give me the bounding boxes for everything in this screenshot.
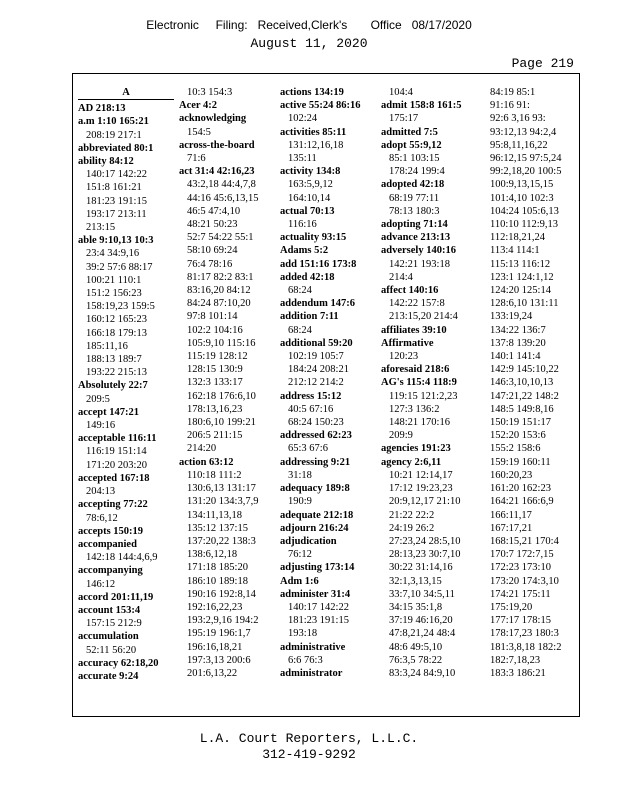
index-entry-refs: 142:18 144:4,6,9: [86, 552, 158, 564]
index-entry-refs: 39:2 57:6 88:17: [86, 261, 153, 273]
index-entry-word: adequate 212:18: [280, 509, 354, 521]
index-entry-refs: 182:7,18,23: [490, 654, 541, 666]
index-entry-refs: 102:19 105:7: [288, 351, 344, 363]
index-entry-refs: 119:15 121:2,23: [389, 390, 458, 402]
index-entry-word: adopt 55:9,12: [381, 139, 442, 151]
index-entry-refs: 197:3,13 200:6: [187, 654, 251, 666]
index-entry-refs: 171:18 185:20: [187, 562, 248, 574]
index-entry-refs: 209:9: [389, 430, 413, 442]
index-entry-refs: 166:18 179:13: [86, 327, 147, 339]
index-entry-refs: 180:6,10 199:21: [187, 417, 256, 429]
index-entry-refs: 133:19,24: [490, 311, 533, 323]
index-entry-word: administer 31:4: [280, 588, 351, 600]
index-entry-refs: 83:16,20 84:12: [187, 285, 251, 297]
index-entry-refs: 21:22 22:2: [389, 509, 435, 521]
index-entry-word: addressing 9:21: [280, 456, 351, 468]
index-entry-word: actuality 93:15: [280, 232, 347, 244]
index-entry-refs: 6:6 76:3: [288, 654, 323, 666]
index-entry-refs: 193:2,9,16 194:2: [187, 615, 259, 627]
index-entry-refs: 152:20 153:6: [490, 430, 546, 442]
index-entry-refs: 140:17 142:22: [86, 169, 147, 181]
index-entry-refs: 92:6 3,16 93:: [490, 113, 546, 125]
index-entry-word: addition 7:11: [280, 311, 339, 323]
index-entry-word: add 151:16 173:8: [280, 258, 357, 270]
index-entry-refs: 134:11,13,18: [187, 509, 243, 521]
index-entry-word: accompanied: [78, 538, 137, 550]
index-entry-refs: 172:23 173:10: [490, 562, 551, 574]
index-entry-refs: 127:3 136:2: [389, 403, 440, 415]
index-entry-refs: 190:16 192:8,14: [187, 588, 256, 600]
index-letter-heading: A: [78, 86, 174, 100]
index-entry-refs: 147:21,22 148:2: [490, 390, 559, 402]
index-entry-refs: 44:16 45:6,13,15: [187, 192, 259, 204]
index-entry-refs: 181:23 191:15: [86, 195, 147, 207]
index-entry-refs: 91:16 91:: [490, 100, 530, 112]
index-entry-refs: 93:12,13 94:2,4: [490, 126, 557, 138]
index-entry-refs: 214:20: [187, 443, 217, 455]
index-entry-refs: 135:12 137:15: [187, 522, 248, 534]
index-entry-refs: 181:23 191:15: [288, 615, 349, 627]
index-entry-word: Absolutely 22:7: [78, 380, 148, 392]
index-entry-refs: 84:24 87:10,20: [187, 298, 251, 310]
index-entry-refs: 134:22 136:7: [490, 324, 546, 336]
reporter-name: L.A. Court Reporters, L.L.C.: [199, 731, 419, 746]
index-entry-refs: 137:8 139:20: [490, 337, 546, 349]
index-entry-refs: 177:17 178:15: [490, 615, 551, 627]
index-entry-refs: 178:13,16,23: [187, 403, 243, 415]
index-entry-refs: 174:21 175:11: [490, 588, 551, 600]
index-entry-refs: 160:12 165:23: [86, 314, 147, 326]
index-entry-refs: 170:7 172:7,15: [490, 549, 554, 561]
index-entry-refs: 76:4 78:16: [187, 258, 233, 270]
index-entry-refs: 102:24: [288, 113, 318, 125]
index-entry-refs: 135:11: [288, 153, 317, 165]
index-entry-refs: 193:18: [288, 628, 318, 640]
index-entry-refs: 185:11,16: [86, 340, 128, 352]
index-entry-refs: 78:6,12: [86, 512, 118, 524]
index-entry-refs: 124:20 125:14: [490, 285, 551, 297]
index-entry-word: accept 147:21: [78, 406, 139, 418]
index-entry-refs: 65:3 67:6: [288, 443, 328, 455]
index-entry-word: abbreviated 80:1: [78, 142, 154, 154]
index-entry-refs: 142:21 193:18: [389, 258, 450, 270]
index-entry-refs: 190:9: [288, 496, 312, 508]
index-entry-refs: 193:22 215:13: [86, 367, 147, 379]
index-column-2: [179, 86, 275, 680]
index-entry-refs: 155:2 158:6: [490, 443, 541, 455]
index-entry-refs: 81:17 82:2 83:1: [187, 271, 254, 283]
hearing-date: August 11, 2020: [250, 36, 368, 51]
index-entry-refs: 102:2 104:16: [187, 324, 243, 336]
index-entry-word: aforesaid 218:6: [381, 364, 450, 376]
index-entry-refs: 68:24: [288, 324, 312, 336]
index-entry-refs: 52:11 56:20: [86, 644, 137, 656]
index-entry-word: adversely 140:16: [381, 245, 456, 257]
index-entry-word: activities 85:11: [280, 126, 347, 138]
index-entry-refs: 167:17,21: [490, 522, 533, 534]
index-entry-refs: 99:2,18,20 100:5: [490, 166, 562, 178]
index-entry-refs: 154:5: [187, 126, 211, 138]
index-entry-refs: 208:19 217:1: [86, 129, 142, 141]
index-entry-word: across-the-board: [179, 139, 255, 151]
index-entry-refs: 78:13 180:3: [389, 205, 440, 217]
index-entry-word: activity 134:8: [280, 166, 341, 178]
index-entry-refs: 142:22 157:8: [389, 298, 445, 310]
index-entry-refs: 128:6,10 131:11: [490, 298, 559, 310]
index-entry-refs: 110:18 111:2: [187, 469, 242, 481]
index-entry-word: accuracy 62:18,20: [78, 657, 159, 669]
index-entry-word: admitted 7:5: [381, 126, 438, 138]
index-entry-refs: 43:2,18 44:4,7,8: [187, 179, 256, 191]
index-entry-refs: 137:20,22 138:3: [187, 535, 256, 547]
index-entry-refs: 115:13 116:12: [490, 258, 551, 270]
index-entry-refs: 58:10 69:24: [187, 245, 238, 257]
index-entry-refs: 132:3 133:17: [187, 377, 243, 389]
index-entry-word: advance 213:13: [381, 232, 451, 244]
index-entry-refs: 131:12,16,18: [288, 139, 344, 151]
index-entry-refs: 201:6,13,22: [187, 667, 238, 679]
index-entry-refs: 214:4: [389, 271, 413, 283]
index-entry-word: active 55:24 86:16: [280, 100, 361, 112]
index-entry-word: agencies 191:23: [381, 443, 451, 455]
index-entry-refs: 128:15 130:9: [187, 364, 243, 376]
index-entry-refs: 84:19 85:1: [490, 87, 536, 98]
index-entry-refs: 188:13 189:7: [86, 354, 142, 366]
index-entry-refs: 40:5 67:16: [288, 403, 334, 415]
index-entry-refs: 110:10 112:9,13: [490, 219, 559, 231]
index-entry-word: acknowledging: [179, 113, 247, 125]
index-entry-refs: 116:19 151:14: [86, 446, 147, 458]
index-entry-refs: 32:1,3,13,15: [389, 575, 442, 587]
index-entry-word: AG's 115:4 118:9: [381, 377, 457, 389]
index-column-4: [381, 86, 477, 680]
index-entry-refs: 213:15: [86, 222, 116, 234]
index-entry-refs: 112:18,21,24: [490, 232, 546, 244]
index-entry-refs: 163:5,9,12: [288, 179, 333, 191]
index-entry-refs: 164:21 166:6,9: [490, 496, 554, 508]
index-entry-refs: 162:18 176:6,10: [187, 390, 256, 402]
index-entry-refs: 193:17 213:11: [86, 208, 147, 220]
index-entry-refs: 37:19 46:16,20: [389, 615, 453, 627]
index-entry-word: accumulation: [78, 631, 139, 643]
page-number: Page 219: [511, 56, 574, 71]
index-entry-refs: 159:19 160:11: [490, 456, 551, 468]
index-entry-refs: 68:24: [288, 285, 312, 297]
index-entry-refs: 149:16: [86, 420, 116, 432]
index-entry-word: accurate 9:24: [78, 670, 139, 682]
index-entry-word: affect 140:16: [381, 285, 439, 297]
index-entry-word: Adams 5:2: [280, 245, 329, 257]
index-entry-refs: 140:17 142:22: [288, 601, 349, 613]
index-entry-refs: 116:16: [288, 219, 317, 231]
index-entry-refs: 31:18: [288, 469, 312, 481]
index-entry-word: able 9:10,13 10:3: [78, 235, 154, 247]
index-entry-word: address 15:12: [280, 390, 342, 402]
index-entry-word: Adm 1:6: [280, 575, 319, 587]
index-table: [72, 73, 580, 717]
index-entry-refs: 10:3 154:3: [187, 87, 233, 98]
index-entry-refs: 46:5 47:4,10: [187, 205, 241, 217]
index-entry-word: accepting 77:22: [78, 499, 148, 511]
index-entry-refs: 24:19 26:2: [389, 522, 435, 534]
index-entry-refs: 34:15 35:1,8: [389, 601, 443, 613]
index-entry-refs: 146:12: [86, 578, 116, 590]
filing-stamp: Electronic Filing: Received,Clerk's Office 08/17/2020: [146, 18, 472, 32]
index-entry-refs: 183:3 186:21: [490, 667, 546, 679]
reporter-phone: 312-419-9292: [262, 747, 356, 762]
index-entry-word: administrator: [280, 667, 343, 679]
index-entry-refs: 171:20 203:20: [86, 459, 147, 471]
index-entry-refs: 151:2 156:23: [86, 288, 142, 300]
index-entry-refs: 20:9,12,17 21:10: [389, 496, 461, 508]
index-column-1: [78, 86, 174, 683]
index-entry-word: actions 134:19: [280, 87, 344, 98]
index-entry-refs: 186:10 189:18: [187, 575, 248, 587]
index-entry-refs: 104:24 105:6,13: [490, 205, 559, 217]
index-entry-word: accord 201:11,19: [78, 591, 154, 603]
index-entry-refs: 10:21 12:14,17: [389, 469, 453, 481]
index-column-5: [482, 86, 578, 680]
index-entry-refs: 206:5 211:15: [187, 430, 243, 442]
index-entry-refs: 48:6 49:5,10: [389, 641, 443, 653]
index-entry-refs: 104:4: [389, 87, 413, 98]
index-entry-refs: 96:12,15 97:5,24: [490, 153, 562, 165]
index-entry-refs: 161:20 162:23: [490, 483, 551, 495]
index-entry-refs: 113:4 114:1: [490, 245, 540, 257]
index-entry-word: adequacy 189:8: [280, 483, 350, 495]
index-entry-refs: 213:15,20 214:4: [389, 311, 458, 323]
index-entry-refs: 212:12 214:2: [288, 377, 344, 389]
index-entry-refs: 192:16,22,23: [187, 601, 243, 613]
index-entry-refs: 130:6,13 131:17: [187, 483, 256, 495]
index-entry-word: a.m 1:10 165:21: [78, 116, 149, 128]
index-entry-refs: 97:8 101:14: [187, 311, 238, 323]
index-entry-refs: 76:3,5 78:22: [389, 654, 443, 666]
index-entry-word: accepts 150:19: [78, 525, 144, 537]
index-entry-refs: 23:4 34:9,16: [86, 248, 140, 260]
index-entry-word: administrative: [280, 641, 346, 653]
index-entry-word: additional 59:20: [280, 337, 353, 349]
index-entry-refs: 101:4,10 102:3: [490, 192, 554, 204]
index-entry-word: account 153:4: [78, 604, 141, 616]
index-entry-refs: 76:12: [288, 549, 312, 561]
index-entry-refs: 100:9,13,15,15: [490, 179, 554, 191]
index-entry-refs: 181:3,8,18 182:2: [490, 641, 562, 653]
index-entry-word: acceptable 116:11: [78, 433, 157, 445]
index-entry-refs: 146:3,10,10,13: [490, 377, 554, 389]
index-entry-refs: 140:1 141:4: [490, 351, 541, 363]
index-entry-word: actual 70:13: [280, 205, 335, 217]
index-entry-refs: 123:1 124:1,12: [490, 271, 554, 283]
index-entry-refs: 100:21 110:1: [86, 274, 142, 286]
index-entry-refs: 175:19,20: [490, 601, 533, 613]
index-entry-word: adjusting 173:14: [280, 562, 355, 574]
index-entry-refs: 150:19 151:17: [490, 417, 551, 429]
index-entry-refs: 173:20 174:3,10: [490, 575, 559, 587]
index-entry-refs: 175:17: [389, 113, 419, 125]
index-entry-refs: 138:6,12,18: [187, 549, 238, 561]
index-entry-refs: 157:15 212:9: [86, 618, 142, 630]
index-entry-word: adopting 71:14: [381, 219, 448, 231]
index-entry-word: ability 84:12: [78, 156, 134, 168]
index-entry-refs: 17:12 19:23,23: [389, 483, 453, 495]
index-entry-refs: 68:19 77:11: [389, 192, 440, 204]
index-entry-refs: 195:19 196:1,7: [187, 628, 251, 640]
index-entry-word: addressed 62:23: [280, 430, 352, 442]
index-entry-refs: 85:1 103:15: [389, 153, 440, 165]
index-entry-word: added 42:18: [280, 271, 335, 283]
index-entry-refs: 105:9,10 115:16: [187, 337, 256, 349]
index-entry-refs: 204:13: [86, 486, 116, 498]
index-entry-word: adopted 42:18: [381, 179, 445, 191]
index-entry-refs: 209:5: [86, 393, 110, 405]
index-entry-word: adjudication: [280, 535, 337, 547]
index-entry-refs: 83:3,24 84:9,10: [389, 667, 456, 679]
index-entry-word: adjourn 216:24: [280, 522, 349, 534]
index-entry-word: agency 2:6,11: [381, 456, 442, 468]
index-entry-refs: 178:17,23 180:3: [490, 628, 559, 640]
index-entry-refs: 95:8,11,16,22: [490, 139, 548, 151]
index-entry-refs: 68:24 150:23: [288, 417, 344, 429]
index-entry-word: Affirmative: [381, 337, 434, 349]
index-entry-word: Acer 4:2: [179, 100, 217, 112]
index-entry-refs: 27:23,24 28:5,10: [389, 535, 461, 547]
index-entry-refs: 131:20 134:3,7,9: [187, 496, 259, 508]
index-entry-refs: 168:15,21 170:4: [490, 535, 559, 547]
index-entry-word: affiliates 39:10: [381, 324, 447, 336]
index-entry-word: action 63:12: [179, 456, 234, 468]
index-entry-refs: 120:23: [389, 351, 419, 363]
index-entry-word: admit 158:8 161:5: [381, 100, 462, 112]
index-entry-refs: 196:16,18,21: [187, 641, 243, 653]
index-entry-refs: 47:8,21,24 48:4: [389, 628, 456, 640]
index-entry-refs: 115:19 128:12: [187, 351, 248, 363]
index-entry-refs: 52:7 54:22 55:1: [187, 232, 254, 244]
index-entry-word: AD 218:13: [78, 103, 126, 115]
index-column-3: [280, 86, 376, 680]
index-entry-refs: 166:11,17: [490, 509, 532, 521]
index-entry-refs: 148:5 149:8,16: [490, 403, 554, 415]
index-entry-word: accepted 167:18: [78, 472, 150, 484]
index-entry-refs: 142:9 145:10,22: [490, 364, 559, 376]
index-entry-word: addendum 147:6: [280, 298, 355, 310]
index-entry-word: act 31:4 42:16,23: [179, 166, 255, 178]
index-entry-refs: 28:13,23 30:7,10: [389, 549, 461, 561]
index-entry-refs: 48:21 50:23: [187, 219, 238, 231]
index-entry-refs: 184:24 208:21: [288, 364, 349, 376]
index-entry-refs: 148:21 170:16: [389, 417, 450, 429]
index-entry-refs: 71:6: [187, 153, 206, 165]
index-entry-refs: 160:20,23: [490, 469, 533, 481]
index-entry-refs: 151:8 161:21: [86, 182, 142, 194]
index-entry-refs: 164:10,14: [288, 192, 331, 204]
index-entry-word: accompanying: [78, 565, 143, 577]
index-entry-refs: 30:22 31:14,16: [389, 562, 453, 574]
index-entry-refs: 33:7,10 34:5,11: [389, 588, 455, 600]
index-entry-refs: 178:24 199:4: [389, 166, 445, 178]
index-entry-refs: 158:19,23 159:5: [86, 301, 155, 313]
